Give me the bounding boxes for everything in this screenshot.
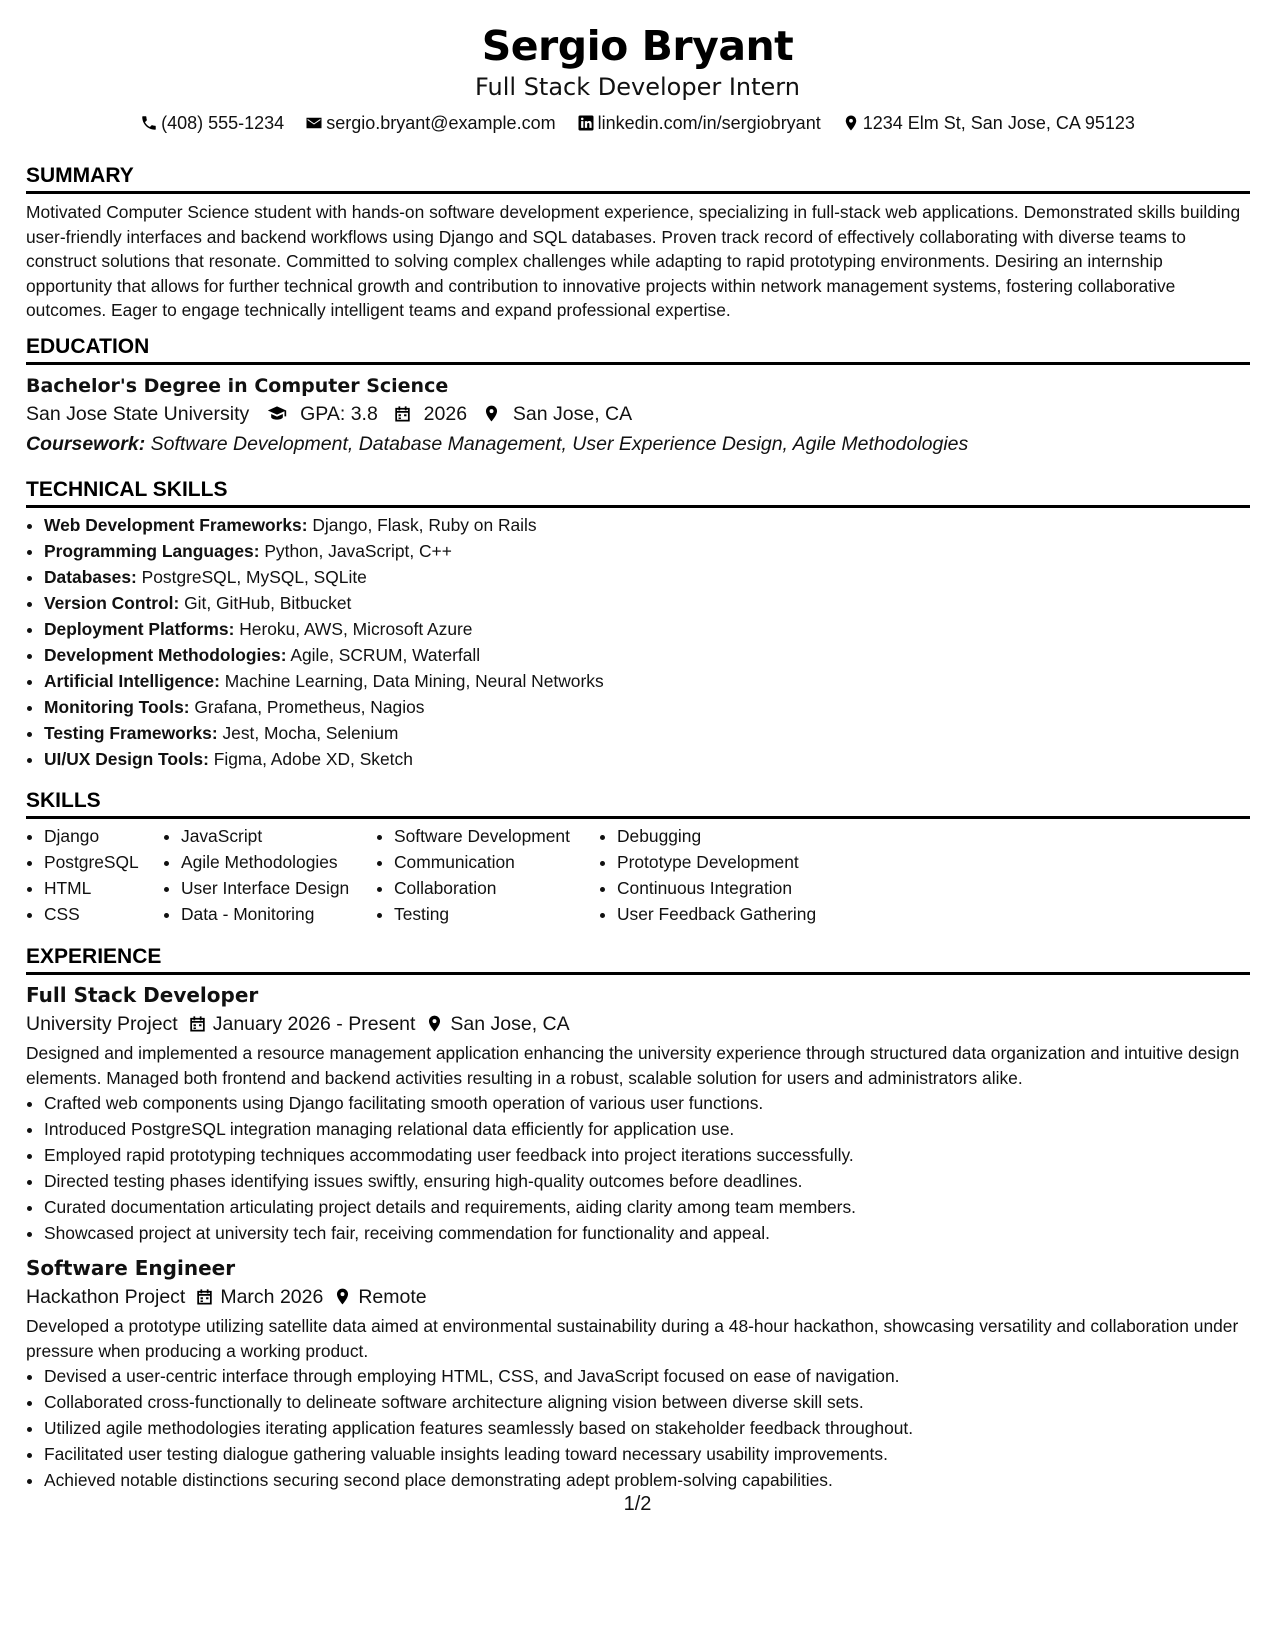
technical-skill-label: Development Methodologies: (44, 645, 287, 665)
job-title: Full Stack Developer (26, 983, 259, 1007)
job-bullet: • Achieved notable distinctions securing second place demonstrating adept problem-solving capabilities. (44, 1467, 1250, 1493)
technical-skills-heading: TECHNICAL SKILLS (26, 477, 1250, 508)
skills-column (599, 823, 839, 927)
technical-skill-item (44, 720, 1250, 746)
linkedin-icon (577, 114, 595, 132)
job-meta (26, 1009, 1250, 1039)
skill-item: • CSS (44, 901, 163, 927)
skill-item: • Django (44, 823, 163, 849)
skills-column (163, 823, 376, 927)
technical-skill-item (44, 694, 1250, 720)
skill-item: • Software Development (394, 823, 599, 849)
skill-item: • PostgreSQL (44, 849, 163, 875)
job-bullet: • Utilized agile methodologies iterating application features seamlessly based on stakeholder feedback throughout. (44, 1415, 1250, 1441)
job-bullets (26, 1090, 1250, 1246)
job-location: San Jose, CA (450, 1013, 570, 1035)
summary-heading: SUMMARY (26, 163, 1250, 194)
technical-skill-item (44, 616, 1250, 642)
contact-address (842, 113, 1135, 134)
summary-section (26, 163, 1250, 323)
school-name: San Jose State University (26, 403, 250, 425)
skill-item: • HTML (44, 875, 163, 901)
job-dates: January 2026 - Present (212, 1013, 416, 1035)
skills-column (26, 823, 163, 927)
technical-skill-item (44, 668, 1250, 694)
skill-item: • User Interface Design (181, 875, 376, 901)
skill-item: • JavaScript (181, 823, 376, 849)
coursework-list: Software Development, Database Management, User Experience Design, Agile Methodologies (150, 433, 969, 455)
technical-skill-value: Jest, Mocha, Selenium (222, 723, 399, 743)
technical-skill-value: Figma, Adobe XD, Sketch (213, 749, 413, 769)
job-bullet: • Devised a user-centric interface through employing HTML, CSS, and JavaScript focused on ease of navigation. (44, 1363, 1250, 1389)
skill-item: • Data - Monitoring (181, 901, 376, 927)
candidate-name: Sergio Bryant (481, 22, 794, 70)
calendar-icon (393, 404, 412, 423)
phone-text: (408) 555-1234 (161, 112, 285, 133)
job-bullet: • Showcased project at university tech fair, receiving commendation for functionality and appeal. (44, 1220, 1250, 1246)
job-bullet: • Directed testing phases identifying issues swiftly, ensuring high-quality outcomes before deadlines. (44, 1168, 1250, 1194)
technical-skill-item (44, 642, 1250, 668)
job-org: University Project (26, 1013, 178, 1035)
calendar-icon (188, 1014, 207, 1033)
linkedin-text: linkedin.com/in/sergiobryant (597, 112, 821, 133)
gpa-text: GPA: 3.8 (300, 403, 378, 425)
technical-skill-label: Databases: (44, 567, 137, 587)
technical-skill-label: Deployment Platforms: (44, 619, 235, 639)
contact-linkedin[interactable] (577, 113, 821, 134)
technical-skill-label: Testing Frameworks: (44, 723, 218, 743)
jobs-list (26, 981, 1250, 1493)
job-title: Software Engineer (26, 1256, 236, 1280)
technical-skill-item (44, 590, 1250, 616)
education-meta (26, 399, 1250, 429)
skill-item: • Testing (394, 901, 599, 927)
job-bullet: • Employed rapid prototyping techniques accommodating user feedback into project iterations successfully. (44, 1142, 1250, 1168)
job-bullet: • Curated documentation articulating project details and requirements, aiding clarity among team members. (44, 1194, 1250, 1220)
skill-item: • Communication (394, 849, 599, 875)
map-pin-icon (425, 1014, 444, 1033)
job-bullet: • Introduced PostgreSQL integration managing relational data efficiently for application use. (44, 1116, 1250, 1142)
technical-skill-item (44, 512, 1250, 538)
job-bullets (26, 1363, 1250, 1493)
technical-skill-value: Machine Learning, Data Mining, Neural Networks (224, 671, 604, 691)
degree-title: Bachelor's Degree in Computer Science (26, 375, 449, 397)
technical-skills-list (26, 512, 1250, 772)
candidate-title: Full Stack Developer Intern (475, 73, 800, 101)
skills-grid (26, 823, 1250, 927)
map-pin-icon (333, 1287, 352, 1306)
job-org: Hackathon Project (26, 1286, 186, 1308)
phone-icon (140, 114, 158, 132)
experience-heading: EXPERIENCE (26, 944, 1250, 975)
technical-skill-value: Grafana, Prometheus, Nagios (194, 697, 425, 717)
skills-section (26, 788, 1250, 927)
technical-skill-item (44, 746, 1250, 772)
job-description: Developed a prototype utilizing satellite data aimed at environmental sustainability during a 48-hour hackathon, showcasing versatility and collaboration under pressure when producing a working product. (26, 1316, 1239, 1361)
technical-skill-label: UI/UX Design Tools: (44, 749, 209, 769)
summary-text: Motivated Computer Science student with hands-on software development experience, specializing in full-stack web applications. Demonstrated skills building user-friendly interfaces and backend workflows using Django and SQL databases. Proven track record of effectively collaborating with diverse teams to construct solutions that resonate. Committed to solving complex challenges while adapting to rapid prototyping environments. Desiring an internship opportunity that allows for further technical growth and contribution to innovative projects within network management systems, fostering collaborative outcomes. Eager to engage technically intelligent teams and expand professional expertise. (26, 202, 1241, 320)
technical-skill-value: Heroku, AWS, Microsoft Azure (239, 619, 473, 639)
technical-skill-value: PostgreSQL, MySQL, SQLite (141, 567, 367, 587)
education-heading: EDUCATION (26, 334, 1250, 365)
coursework-label: Coursework: (26, 433, 146, 455)
skill-item: • Debugging (617, 823, 839, 849)
envelope-icon (305, 114, 323, 132)
graduation-cap-icon (265, 403, 289, 423)
job-bullet: • Collaborated cross-functionally to delineate software architecture aligning vision between diverse skill sets. (44, 1389, 1250, 1415)
skill-item: • Prototype Development (617, 849, 839, 875)
skill-item: • Continuous Integration (617, 875, 839, 901)
job-location: Remote (358, 1286, 427, 1308)
technical-skill-value: Git, GitHub, Bitbucket (184, 593, 352, 613)
coursework (26, 429, 1250, 459)
education-section (26, 334, 1250, 459)
skills-heading: SKILLS (26, 788, 1250, 819)
job-entry (26, 981, 1250, 1246)
technical-skill-label: Artificial Intelligence: (44, 671, 220, 691)
calendar-icon (195, 1287, 214, 1306)
job-entry (26, 1254, 1250, 1493)
technical-skill-label: Version Control: (44, 593, 180, 613)
grad-year: 2026 (423, 403, 468, 425)
technical-skill-label: Monitoring Tools: (44, 697, 190, 717)
technical-skill-item (44, 564, 1250, 590)
job-bullet: • Crafted web components using Django facilitating smooth operation of various user functions. (44, 1090, 1250, 1116)
contact-email[interactable] (305, 113, 555, 134)
experience-section (26, 944, 1250, 1493)
map-pin-icon (482, 404, 501, 423)
technical-skills-section (26, 477, 1250, 772)
skill-item: • Agile Methodologies (181, 849, 376, 875)
map-pin-icon (842, 114, 860, 132)
technical-skill-item (44, 538, 1250, 564)
contact-bar (0, 112, 1275, 134)
technical-skill-value: Agile, SCRUM, Waterfall (290, 645, 481, 665)
job-dates: March 2026 (220, 1286, 324, 1308)
technical-skill-label: Programming Languages: (44, 541, 260, 561)
skill-item: • Collaboration (394, 875, 599, 901)
job-bullet: • Facilitated user testing dialogue gathering valuable insights leading toward necessary usability improvements. (44, 1441, 1250, 1467)
school-location: San Jose, CA (512, 403, 633, 425)
technical-skill-value: Python, JavaScript, C++ (264, 541, 452, 561)
technical-skill-value: Django, Flask, Ruby on Rails (312, 515, 537, 535)
job-meta (26, 1282, 1250, 1312)
job-description: Designed and implemented a resource management application enhancing the university experience through structured data organization and intuitive design elements. Managed both frontend and backend activities resulting in a robust, scalable solution for users and administrators alike. (26, 1043, 1240, 1088)
address-text: 1234 Elm St, San Jose, CA 95123 (862, 112, 1135, 133)
email-text: sergio.bryant@example.com (326, 112, 556, 133)
contact-phone[interactable] (140, 113, 284, 134)
skills-column (376, 823, 599, 927)
technical-skill-label: Web Development Frameworks: (44, 515, 308, 535)
skill-item: • User Feedback Gathering (617, 901, 839, 927)
page-number: 1/2 (623, 1493, 652, 1515)
